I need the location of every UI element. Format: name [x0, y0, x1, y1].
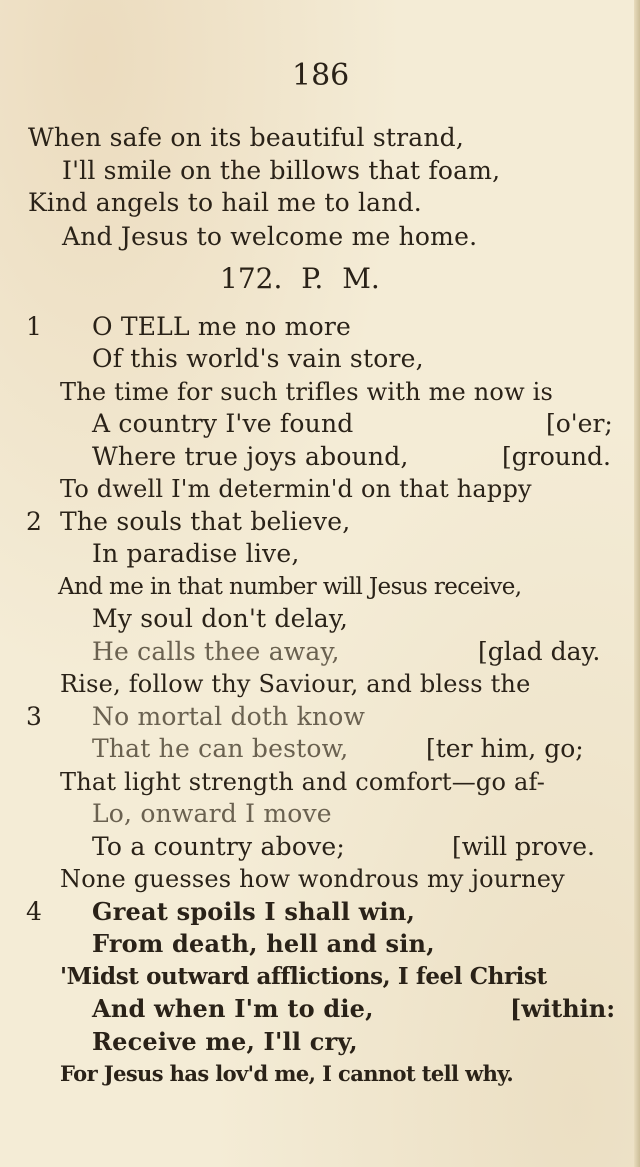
- hymn-line: None guesses how wondrous my journey: [60, 865, 565, 893]
- hymn-line: Where true joys abound,: [92, 442, 409, 471]
- verse-number: 2: [26, 507, 42, 536]
- turnover-line: [ground.: [502, 442, 611, 471]
- hymn-line: To dwell I'm determin'd on that happy: [60, 475, 532, 503]
- verse-number: 3: [26, 702, 42, 731]
- hymn-line: And me in that number will Jesus receive,: [58, 574, 522, 600]
- hymn-line: For Jesus has lov'd me, I cannot tell why.: [60, 1061, 514, 1086]
- hymn-line: To a country above;: [92, 832, 346, 861]
- hymn-line: Of this world's vain store,: [92, 344, 424, 373]
- hymn-line: A country I've found: [92, 409, 354, 438]
- hymn-line: From death, hell and sin,: [92, 929, 435, 958]
- hymn-line: Rise, follow thy Saviour, and bless the: [60, 670, 531, 698]
- hymn-heading: 172. P. M.: [220, 262, 380, 295]
- hymn-line: He calls thee away,: [92, 637, 340, 666]
- hymn-line: That light strength and comfort—go af-: [60, 768, 546, 796]
- text-line: And Jesus to welcome me home.: [62, 222, 478, 251]
- hymn-line: Lo, onward I move: [92, 799, 332, 828]
- verse-number: 1: [26, 312, 42, 341]
- hymn-line: Great spoils I shall win,: [92, 897, 416, 926]
- verse-number: 4: [26, 897, 42, 926]
- text-line: When safe on its beautiful strand,: [28, 123, 465, 152]
- page-number: 186: [292, 58, 350, 93]
- hymn-line: O TELL me no more: [92, 312, 351, 341]
- turnover-line: [glad day.: [478, 637, 601, 666]
- turnover-line: [within:: [510, 994, 616, 1023]
- hymn-line: 'Midst outward afflictions, I feel Christ: [60, 963, 547, 990]
- hymn-line: That he can bestow,: [92, 734, 349, 763]
- hymn-line: Receive me, I'll cry,: [92, 1027, 358, 1056]
- page-edge: [634, 0, 640, 1167]
- hymn-line: The time for such trifles with me now is: [60, 378, 554, 406]
- turnover-line: [o'er;: [546, 409, 613, 438]
- text-line: Kind angels to hail me to land.: [28, 188, 422, 217]
- hymn-line: My soul don't delay,: [92, 604, 349, 633]
- hymn-line: The souls that believe,: [60, 507, 351, 536]
- turnover-line: [ter him, go;: [426, 734, 584, 763]
- hymn-line: And when I'm to die,: [92, 994, 374, 1023]
- turnover-line: [will prove.: [452, 832, 595, 861]
- hymn-line: No mortal doth know: [92, 702, 366, 731]
- text-line: I'll smile on the billows that foam,: [62, 156, 501, 185]
- hymn-line: In paradise live,: [92, 539, 300, 568]
